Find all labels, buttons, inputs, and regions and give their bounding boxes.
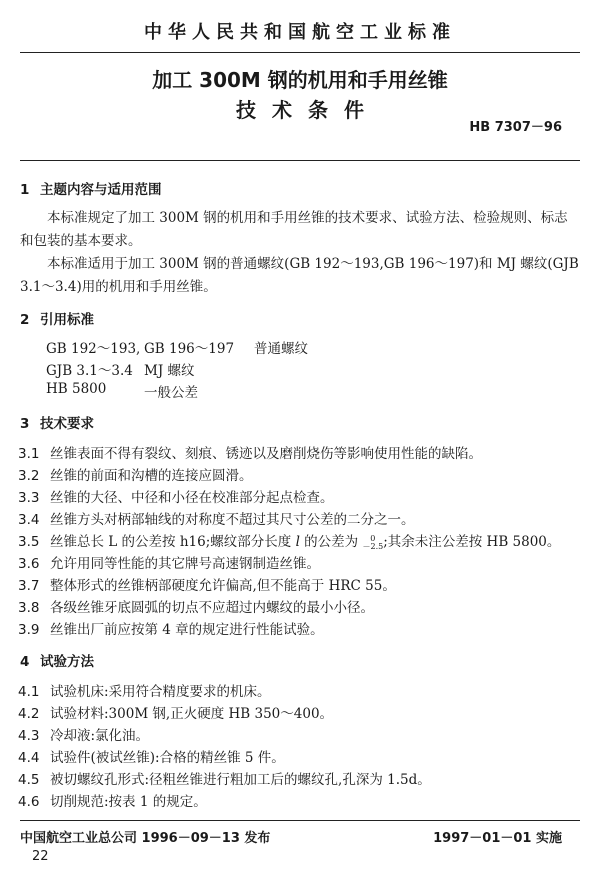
clause-4-3: [18, 724, 149, 744]
clause-4-6: [18, 790, 207, 810]
section-3-heading: [20, 412, 94, 432]
clause-number: 4.4: [18, 750, 40, 766]
section-title: 引用标准: [40, 312, 94, 328]
clause-3-1: [18, 442, 482, 462]
clause-4-1: [18, 680, 271, 700]
clause-text: 各级丝锥牙底圆弧的切点不应超过内螺纹的最小小径。: [50, 600, 374, 616]
tolerance-upper: 0: [370, 533, 376, 543]
clause-text: 丝锥总长 L 的公差按 h16;螺纹部分长度: [50, 534, 296, 550]
section-number: 1: [20, 182, 30, 198]
clause-number: 3.9: [18, 622, 40, 638]
clause-3-7: [18, 574, 396, 594]
tolerance-lower: －2.5: [362, 541, 384, 551]
reference-name: 一般公差: [144, 385, 198, 401]
standard-number: HB 7307－96: [469, 120, 562, 135]
reference-code: GJB 3.1～3.4: [46, 363, 133, 379]
clause-text: 整体形式的丝锥柄部硬度允许偏高,但不能高于 HRC 55。: [50, 578, 396, 594]
clause-3-3: [18, 486, 334, 506]
clause-number: 3.2: [18, 468, 40, 484]
clause-3-4: [18, 508, 415, 528]
standard-category-header: 中华人民共和国航空工业标准: [144, 22, 456, 43]
document-title-line2: 技术条件: [236, 98, 380, 122]
clause-text: 冷却液:氯化油。: [50, 728, 150, 744]
clause-text: 被切螺纹孔形式:径粗丝锥进行粗加工后的螺纹孔,孔深为 1.5d。: [50, 772, 431, 788]
clause-3-5: [18, 530, 560, 551]
clause-3-2: [18, 464, 253, 484]
section-1-paragraph-1: 本标准规定了加工 300M 钢的机用和手用丝锥的技术要求、试验方法、检验规则、标志和包装的基本要求。: [20, 210, 568, 249]
clause-text: 丝锥的前面和沟槽的连接应圆滑。: [50, 468, 253, 484]
clause-number: 3.3: [18, 490, 40, 506]
clause-number: 3.7: [18, 578, 40, 594]
clause-number: 4.1: [18, 684, 40, 700]
tolerance-stack: [362, 535, 383, 551]
reference-code: HB 5800: [46, 381, 107, 397]
clause-3-6: [18, 552, 320, 572]
reference-code-2: GB 196～197: [144, 341, 235, 357]
section-2-heading: [20, 308, 94, 328]
clause-4-2: [18, 702, 333, 722]
header-divider: [20, 52, 580, 53]
clause-text: 试验机床:采用符合精度要求的机床。: [50, 684, 271, 700]
clause-text: 丝锥方头对柄部轴线的对称度不超过其尺寸公差的二分之一。: [50, 512, 415, 528]
section-number: 3: [20, 416, 30, 432]
clause-text: 的公差为: [299, 534, 363, 550]
effective-date: 1997－01－01 实施: [433, 831, 562, 846]
clause-text: 试验件(被试丝锥):合格的精丝锥 5 件。: [50, 750, 285, 766]
reference-name: 普通螺纹: [254, 341, 308, 357]
clause-number: 3.5: [18, 534, 40, 550]
section-title: 技术要求: [40, 416, 94, 432]
length-symbol: l: [295, 534, 300, 550]
reference-code: GB 192～193,: [46, 341, 141, 357]
clause-text: 丝锥出厂前应按第 4 章的规定进行性能试验。: [50, 622, 324, 638]
clause-number: 4.5: [18, 772, 40, 788]
clause-text: 切削规范:按表 1 的规定。: [50, 794, 207, 810]
clause-text: 允许用同等性能的其它牌号高速钢制造丝锥。: [50, 556, 320, 572]
clause-4-5: [18, 768, 431, 788]
clause-number: 3.1: [18, 446, 40, 462]
reference-name: MJ 螺纹: [144, 363, 195, 379]
page-number: 22: [32, 849, 49, 864]
section-title: 试验方法: [40, 654, 94, 670]
clause-text: 丝锥表面不得有裂纹、刻痕、锈迹以及磨削烧伤等影响使用性能的缺陷。: [50, 446, 482, 462]
clause-4-4: [18, 746, 285, 766]
section-1-paragraph-2: 本标准适用于加工 300M 钢的普通螺纹(GB 192～193,GB 196～197)和 MJ 螺纹(GJB 3.1～3.4)用的机用和手用丝锥。: [20, 256, 579, 295]
document-title-line1: 加工 300M 钢的机用和手用丝锥: [152, 68, 448, 92]
section-1-heading: [20, 178, 162, 198]
section-number: 2: [20, 312, 30, 328]
clause-number: 3.4: [18, 512, 40, 528]
clause-text: 试验材料:300M 钢,正火硬度 HB 350～400。: [50, 706, 334, 722]
clause-number: 3.6: [18, 556, 40, 572]
clause-number: 4.6: [18, 794, 40, 810]
section-number: 4: [20, 654, 30, 670]
footer-divider: [20, 820, 580, 821]
title-divider: [20, 160, 580, 161]
section-4-heading: [20, 650, 94, 670]
clause-number: 4.3: [18, 728, 40, 744]
clause-3-8: [18, 596, 374, 616]
clause-number: 3.8: [18, 600, 40, 616]
clause-number: 4.2: [18, 706, 40, 722]
clause-3-9: [18, 618, 324, 638]
clause-text: ;其余未注公差按 HB 5800。: [383, 534, 561, 550]
section-title: 主题内容与适用范围: [40, 182, 162, 198]
clause-text: 丝锥的大径、中径和小径在校准部分起点检查。: [50, 490, 334, 506]
issue-statement: 中国航空工业总公司 1996－09－13 发布: [20, 831, 271, 846]
